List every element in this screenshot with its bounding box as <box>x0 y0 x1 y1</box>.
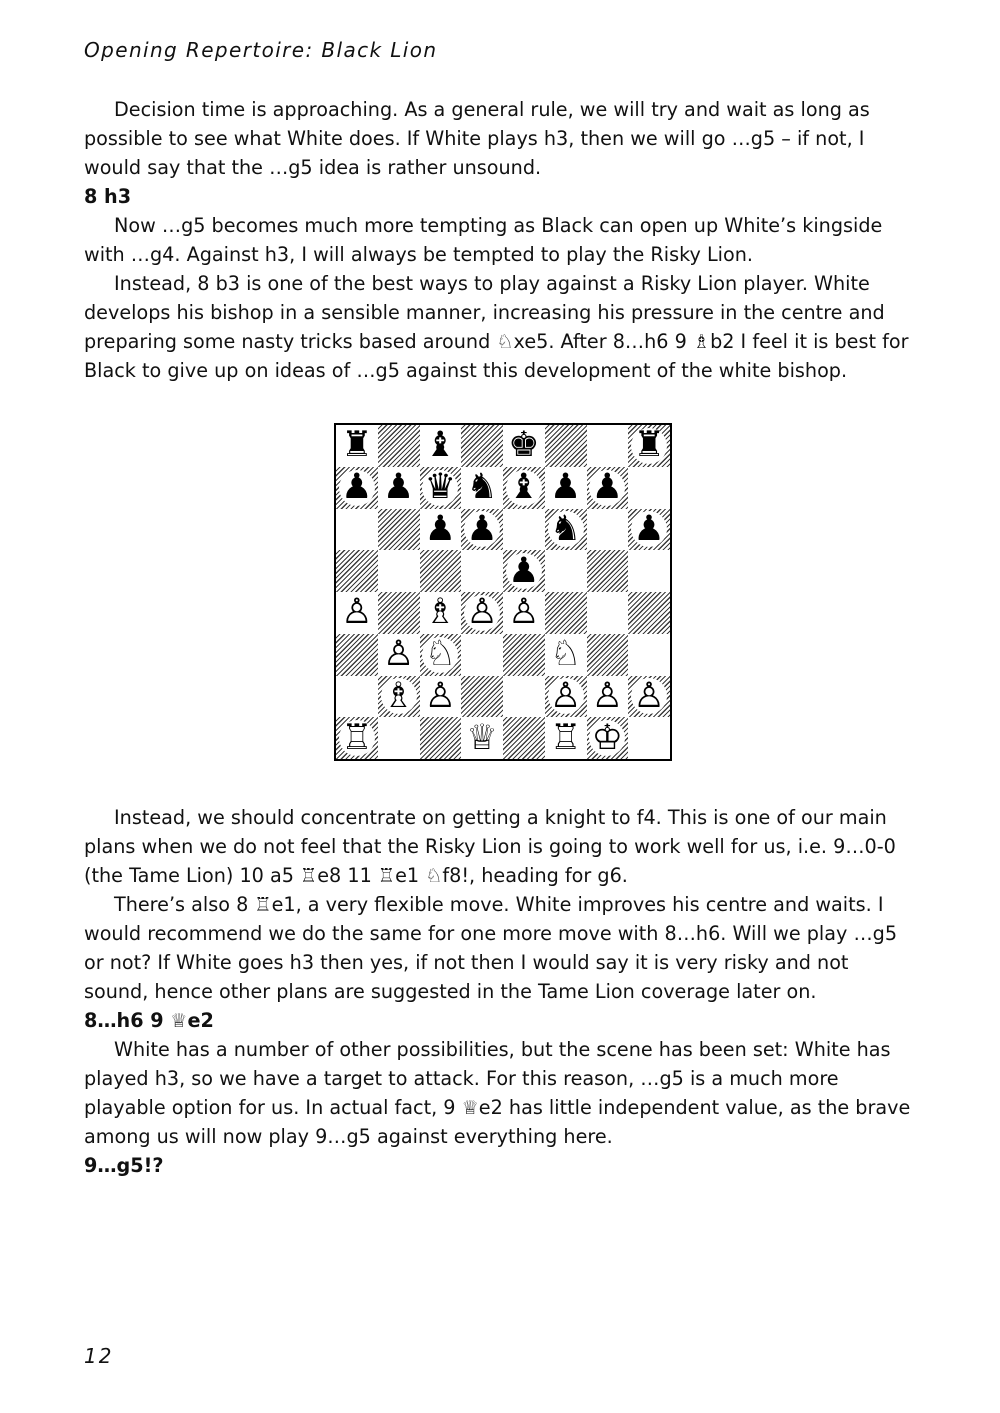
square-a3 <box>336 634 378 676</box>
square-b3 <box>378 634 420 676</box>
paragraph: Instead, 8 b3 is one of the best ways to play against a Risky Lion player. White develops his bishop in a sensible manner, increasing his pressure in the centre and preparing some nasty tricks based around ♘xe5. After 8…h6 9 ♗b2 I feel it is best for Black to give up on ideas of …g5 against this development of the white bishop. <box>84 272 909 382</box>
white-pawn-icon: ♙ <box>422 678 458 714</box>
square-d6 <box>461 509 503 551</box>
square-h5 <box>628 550 670 592</box>
black-knight-icon: ♞ <box>548 511 584 547</box>
black-rook-icon: ♜ <box>339 428 375 464</box>
square-h2 <box>628 676 670 718</box>
square-f5 <box>545 550 587 592</box>
square-d2 <box>461 676 503 718</box>
square-b6 <box>378 509 420 551</box>
move-heading: 8 h3 <box>84 185 132 208</box>
black-pawn-icon: ♟ <box>381 470 417 506</box>
square-c8 <box>420 425 462 467</box>
square-g6 <box>587 509 629 551</box>
square-c4 <box>420 592 462 634</box>
text-block-bottom <box>84 803 916 1180</box>
square-a6 <box>336 509 378 551</box>
black-pawn-icon: ♟ <box>506 553 542 589</box>
square-f7 <box>545 467 587 509</box>
square-a5 <box>336 550 378 592</box>
square-h7 <box>628 467 670 509</box>
white-pawn-icon: ♙ <box>464 595 500 631</box>
square-c3 <box>420 634 462 676</box>
square-g1 <box>587 717 629 759</box>
white-king-icon: ♔ <box>589 720 625 756</box>
square-e5 <box>503 550 545 592</box>
white-pawn-icon: ♙ <box>339 595 375 631</box>
square-e7 <box>503 467 545 509</box>
white-knight-icon: ♘ <box>422 637 458 673</box>
square-d8 <box>461 425 503 467</box>
black-pawn-icon: ♟ <box>339 470 375 506</box>
black-pawn-icon: ♟ <box>589 470 625 506</box>
paragraph: Instead, we should concentrate on getting a knight to f4. This is one of our main plans when we do not feel that the Risky Lion is going to work well for us, i.e. 9…0-0 (the Tame Lion) 10 a5 ♖e8 11 ♖e1 ♘f8!, heading for g6. <box>84 806 896 887</box>
white-bishop-icon: ♗ <box>381 678 417 714</box>
white-rook-icon: ♖ <box>548 720 584 756</box>
chess-diagram <box>334 423 672 761</box>
move-heading: 9…g5!? <box>84 1154 164 1177</box>
square-g8 <box>587 425 629 467</box>
white-pawn-icon: ♙ <box>548 678 584 714</box>
square-e8 <box>503 425 545 467</box>
square-e1 <box>503 717 545 759</box>
white-bishop-icon: ♗ <box>422 595 458 631</box>
square-d1 <box>461 717 503 759</box>
black-pawn-icon: ♟ <box>422 511 458 547</box>
text-block-top <box>84 95 916 385</box>
square-b8 <box>378 425 420 467</box>
paragraph: There’s also 8 ♖e1, a very flexible move. White improves his centre and waits. I would recommend we do the same for one more move with 8…h6. Will we play …g5 or not? If White goes h3 then yes, if not then I would say it is very risky and not sound, hence other plans are suggested in the Tame Lion coverage later on. <box>84 893 898 1003</box>
black-pawn-icon: ♟ <box>464 511 500 547</box>
square-a7 <box>336 467 378 509</box>
square-c6 <box>420 509 462 551</box>
square-g3 <box>587 634 629 676</box>
white-pawn-icon: ♙ <box>589 678 625 714</box>
square-b4 <box>378 592 420 634</box>
black-queen-icon: ♛ <box>422 470 458 506</box>
square-a8 <box>336 425 378 467</box>
square-f1 <box>545 717 587 759</box>
square-f6 <box>545 509 587 551</box>
square-d4 <box>461 592 503 634</box>
square-d3 <box>461 634 503 676</box>
square-f3 <box>545 634 587 676</box>
square-b2 <box>378 676 420 718</box>
black-pawn-icon: ♟ <box>631 511 667 547</box>
square-c5 <box>420 550 462 592</box>
page-number: 12 <box>84 1344 114 1368</box>
square-a2 <box>336 676 378 718</box>
square-h1 <box>628 717 670 759</box>
square-h6 <box>628 509 670 551</box>
paragraph: Decision time is approaching. As a general rule, we will try and wait as long as possible to see what White does. If White plays h3, then we will go …g5 – if not, I would say that the …g5 idea is rather unsound. <box>84 98 870 179</box>
move-heading: 8…h6 9 ♕e2 <box>84 1009 214 1032</box>
black-bishop-icon: ♝ <box>506 470 542 506</box>
square-f8 <box>545 425 587 467</box>
square-e2 <box>503 676 545 718</box>
square-g4 <box>587 592 629 634</box>
square-g2 <box>587 676 629 718</box>
square-h4 <box>628 592 670 634</box>
paragraph: White has a number of other possibilities, but the scene has been set: White has played h3, so we have a target to attack. For this reason, …g5 is a much more playable option for us. In actual fact, 9 ♕e2 has little independent value, as the brave among us will now play 9…g5 against everything here. <box>84 1038 911 1148</box>
square-c1 <box>420 717 462 759</box>
black-rook-icon: ♜ <box>631 428 667 464</box>
black-bishop-icon: ♝ <box>422 428 458 464</box>
square-g7 <box>587 467 629 509</box>
square-e6 <box>503 509 545 551</box>
white-rook-icon: ♖ <box>339 720 375 756</box>
square-b7 <box>378 467 420 509</box>
square-g5 <box>587 550 629 592</box>
black-king-icon: ♚ <box>506 428 542 464</box>
black-pawn-icon: ♟ <box>548 470 584 506</box>
square-h8 <box>628 425 670 467</box>
white-pawn-icon: ♙ <box>506 595 542 631</box>
square-f4 <box>545 592 587 634</box>
square-d7 <box>461 467 503 509</box>
square-h3 <box>628 634 670 676</box>
square-e4 <box>503 592 545 634</box>
square-a1 <box>336 717 378 759</box>
square-b1 <box>378 717 420 759</box>
white-pawn-icon: ♙ <box>381 637 417 673</box>
white-knight-icon: ♘ <box>548 637 584 673</box>
running-head: Opening Repertoire: Black Lion <box>84 38 438 62</box>
square-b5 <box>378 550 420 592</box>
square-e3 <box>503 634 545 676</box>
white-pawn-icon: ♙ <box>631 678 667 714</box>
black-knight-icon: ♞ <box>464 470 500 506</box>
square-d5 <box>461 550 503 592</box>
square-c7 <box>420 467 462 509</box>
paragraph: Now …g5 becomes much more tempting as Black can open up White’s kingside with …g4. Against h3, I will always be tempted to play the Risky Lion. <box>84 214 883 266</box>
white-queen-icon: ♕ <box>464 720 500 756</box>
square-a4 <box>336 592 378 634</box>
square-f2 <box>545 676 587 718</box>
square-c2 <box>420 676 462 718</box>
